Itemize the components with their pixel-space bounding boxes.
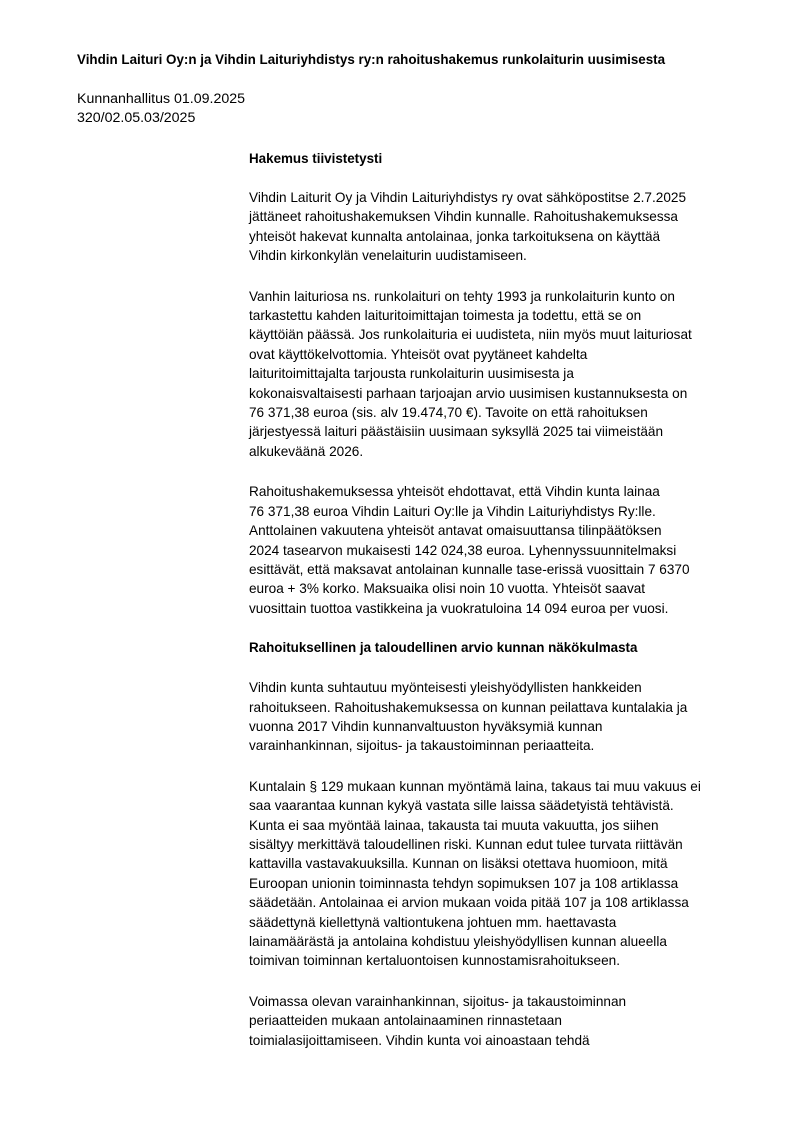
text-line: säädetään. Antolainaa ei arvion mukaan voida pitää 107 ja 108 artiklassa [249,895,689,911]
text-line: järjestyessä laituri päästäisiin uusimaan syksyllä 2025 tai viimeistään [249,424,664,440]
text-line: Voimassa olevan varainhankinnan, sijoitus- ja takaustoiminnan [249,993,627,1009]
text-line: 76 371,38 euroa (sis. alv 19.474,70 €). Tavoite on että rahoituksen [249,405,648,421]
text-line: vuosittain tuottoa vastikkeina ja vuokratuloina 14 094 euroa per vuosi. [249,600,669,616]
text-line: rahoitukseen. Rahoitushakemuksessa on kunnan peilattava kuntalakia ja [249,699,688,715]
text-line: laituritoimittajalta tarjousta runkolaiturin uusimisesta ja [249,366,574,382]
paragraph [249,678,745,756]
text-line: ovat käyttökelvottomia. Yhteisöt ovat pyytäneet kahdelta [249,346,588,362]
text-line: lainamäärästä ja antolaina kohdistuu yleishyödyllisen kunnan alueella [249,934,667,949]
text-line: Vanhin laituriosa ns. runkolaituri on tehty 1993 ja runkolaiturin kunto on [249,288,675,304]
paragraph [249,482,745,618]
text-line: esittävät, että maksavat antolainan kunnalle tase-erissä vuosittain 7 6370 [249,561,690,577]
section-heading-summary: Hakemus tiivistetysti [249,151,383,166]
paragraph [249,992,745,1050]
section-heading-financial-assessment: Rahoituksellinen ja taloudellinen arvio kunnan näkökulmasta [249,640,638,656]
text-line: sisältyy merkittävä taloudellinen riski. Kunnan edut tulee turvata riittävän [249,836,683,852]
text-line: toimivan toiminnan kertaluontoisen kunnostamisrahoitukseen. [249,953,621,969]
text-line: toimialasijoittamiseen. Vihdin kunta voi ainoastaan tehdä [249,1032,590,1048]
text-line: 2024 tasearvon mukaisesti 142 024,38 euroa. Lyhennyssuunnitelmaksi [249,542,677,558]
meeting-info: Kunnanhallitus 01.09.2025 [77,91,246,107]
paragraph [249,287,745,462]
text-line: Rahoitushakemuksessa yhteisöt ehdottavat, että Vihdin kunta lainaa [249,484,660,500]
document-title: Vihdin Laituri Oy:n ja Vihdin Laituriyhdistys ry:n rahoitushakemus runkolaiturin uusimisesta [77,52,666,67]
text-line: käyttöiän päässä. Jos runkolaituria ei uudisteta, niin myös muut laituriosat [249,327,692,343]
text-line: Kunta ei saa myöntää lainaa, takausta tai muuta vakuutta, jos siihen [249,817,659,833]
text-line: tarkastettu kahden laituritoimittajan toimesta ja todettu, että se on [249,308,642,324]
paragraph [249,777,745,971]
text-line: jättäneet rahoitushakemuksen Vihdin kunnalle. Rahoitushakemuksessa [249,209,678,225]
text-line: yhteisöt hakevat kunnalta antolainaa, jonka tarkoituksena on käyttää [249,228,661,244]
text-line: kokonaisvaltaisesti parhaan tarjoajan arvio uusimisen kustannuksesta on [249,385,688,401]
text-line: Anttolainen vakuutena yhteisöt antavat omaisuuttansa tilinpäätöksen [249,523,662,539]
document-body [249,150,745,1050]
text-line: kattavilla vastavakuuksilla. Kunnan on lisäksi otettava huomioon, mitä [249,856,668,872]
text-line: saa vaarantaa kunnan kykyä vastata sille laissa säädetyistä tehtävistä. [249,798,674,814]
paragraph [249,188,745,266]
text-line: alkukeväänä 2026. [249,443,364,459]
text-line: Vihdin kirkonkylän venelaiturin uudistamiseen. [249,248,527,264]
text-line: varainhankinnan, sijoitus- ja takaustoiminnan periaatteita. [249,738,595,754]
text-line: 76 371,38 euroa Vihdin Laituri Oy:lle ja Vihdin Laituriyhdistys Ry:lle. [249,503,656,519]
text-line: vuonna 2017 Vihdin kunnanvaltuuston hyväksymiä kunnan [249,718,603,734]
reference-number: 320/02.05.03/2025 [77,110,196,126]
text-line: Kuntalain § 129 mukaan kunnan myöntämä laina, takaus tai muu vakuus ei [249,778,701,794]
text-line: säädettynä kiellettynä valtiontukena johtuen mm. haettavasta [249,914,617,930]
text-line: periaatteiden mukaan antolainaaminen rinnastetaan [249,1013,562,1029]
text-line: Vihdin kunta suhtautuu myönteisesti yleishyödyllisten hankkeiden [249,680,642,696]
text-line: euroa + 3% korko. Maksuaika olisi noin 10 vuotta. Yhteisöt saavat [249,581,646,597]
text-line: Vihdin Laiturit Oy ja Vihdin Laituriyhdistys ry ovat sähköpostitse 2.7.2025 [249,190,687,205]
text-line: Euroopan unionin toiminnasta tehdyn sopimuksen 107 ja 108 artiklassa [249,875,679,891]
document-meta [77,90,245,128]
